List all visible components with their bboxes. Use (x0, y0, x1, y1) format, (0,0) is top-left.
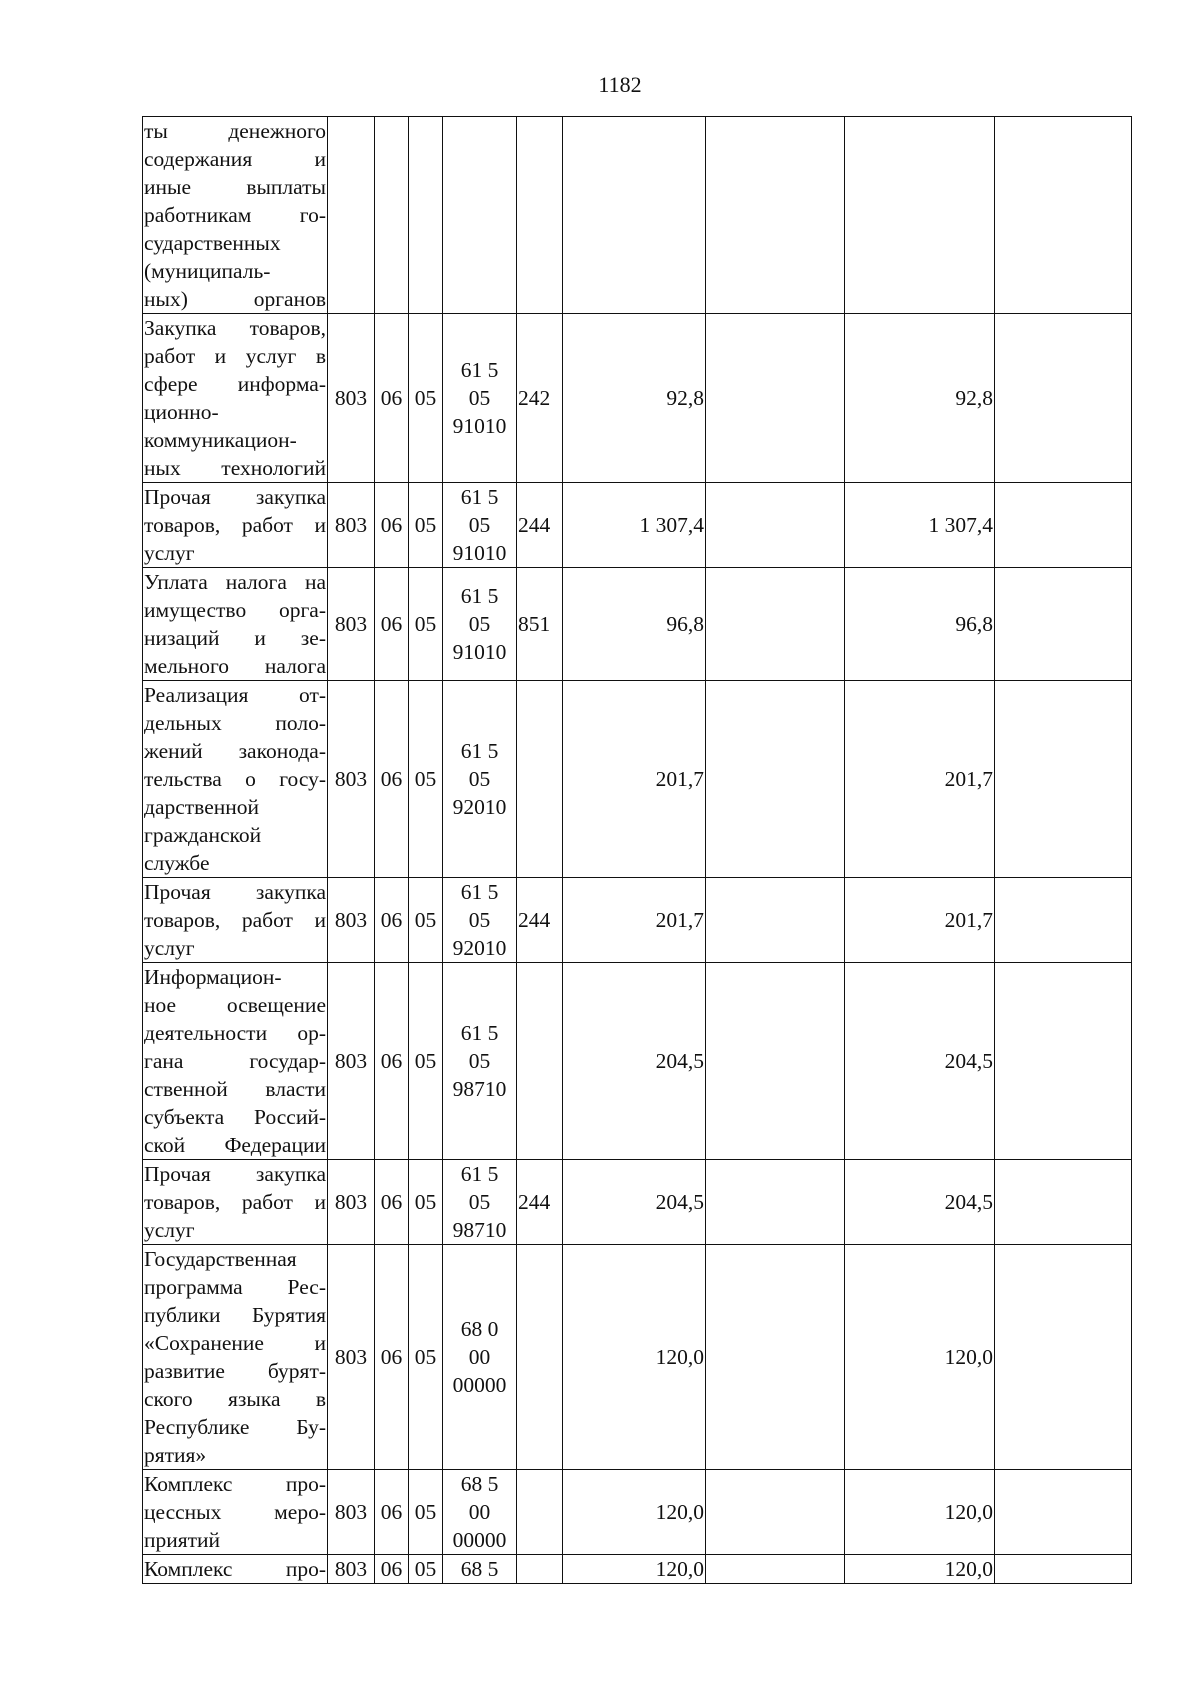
empty-cell (995, 878, 1132, 963)
name-cell (143, 1245, 328, 1470)
name-line: Прочая закупка (144, 1162, 326, 1186)
expense-type-cell (517, 1245, 563, 1470)
empty-cell (995, 1160, 1132, 1245)
name-line: работникам го- (144, 203, 326, 227)
ministry-code-cell (328, 117, 375, 314)
target-line: 61 5 (460, 584, 499, 608)
section-code-cell: 06 (375, 681, 409, 878)
name-line: жений законода- (144, 739, 326, 763)
section-code-cell: 06 (375, 483, 409, 568)
amount-cell: 120,0 (563, 1245, 706, 1470)
name-line: «Сохранение и (144, 1331, 326, 1355)
empty-cell (706, 117, 845, 314)
amount-cell (563, 117, 706, 314)
amount-total-cell: 120,0 (845, 1555, 995, 1584)
target-line: 05 (468, 513, 491, 537)
target-line: 05 (468, 908, 491, 932)
amount-cell: 120,0 (563, 1470, 706, 1555)
name-line: Реализация от- (144, 683, 326, 707)
name-cell (143, 878, 328, 963)
empty-cell (706, 1245, 845, 1470)
target-line: 61 5 (460, 1021, 499, 1045)
section-code-cell: 06 (375, 314, 409, 483)
expense-type-cell: 242 (517, 314, 563, 483)
name-cell (143, 483, 328, 568)
target-line: 91010 (452, 541, 507, 565)
subsection-code-cell: 05 (409, 314, 443, 483)
amount-cell: 1 307,4 (563, 483, 706, 568)
name-line: ты денежного (144, 119, 326, 143)
target-line: 00 (468, 1500, 491, 1524)
subsection-code-cell: 05 (409, 681, 443, 878)
subsection-code-cell: 05 (409, 483, 443, 568)
ministry-code-cell: 803 (328, 568, 375, 681)
target-article-cell (443, 1245, 517, 1470)
expense-type-cell (517, 681, 563, 878)
expense-type-cell: 851 (517, 568, 563, 681)
target-article-cell (443, 314, 517, 483)
table-body (143, 117, 1132, 1584)
ministry-code-cell: 803 (328, 314, 375, 483)
expense-type-cell: 244 (517, 483, 563, 568)
name-line: коммуникацион- (144, 428, 297, 452)
name-line: товаров, работ и (144, 908, 326, 932)
amount-total-cell: 204,5 (845, 963, 995, 1160)
name-cell (143, 1555, 328, 1584)
name-line: ных технологий (144, 456, 326, 480)
name-line: Комплекс про- (144, 1472, 326, 1496)
target-line: 91010 (452, 414, 507, 438)
name-line: работ и услуг в (144, 344, 326, 368)
name-line: низаций и зе- (144, 626, 326, 650)
name-line: Прочая закупка (144, 485, 326, 509)
budget-table (142, 116, 1132, 1584)
ministry-code-cell: 803 (328, 483, 375, 568)
name-line: рятия» (144, 1443, 207, 1467)
name-cell (143, 681, 328, 878)
target-line: 92010 (452, 936, 507, 960)
name-line: ского языка в (144, 1387, 326, 1411)
name-line: Уплата налога на (144, 570, 326, 594)
ministry-code-cell: 803 (328, 1470, 375, 1555)
section-code-cell: 06 (375, 1160, 409, 1245)
name-line: услуг (144, 936, 195, 960)
table-row (143, 1555, 1132, 1584)
table-row (143, 117, 1132, 314)
name-line: Закупка товаров, (144, 316, 326, 340)
name-cell (143, 568, 328, 681)
target-line: 68 5 (460, 1557, 499, 1581)
empty-cell (706, 1160, 845, 1245)
expense-type-cell: 244 (517, 878, 563, 963)
amount-total-cell: 96,8 (845, 568, 995, 681)
section-code-cell: 06 (375, 568, 409, 681)
target-line: 00000 (452, 1373, 507, 1397)
table-row (143, 878, 1132, 963)
amount-total-cell: 1 307,4 (845, 483, 995, 568)
name-line: субъекта Россий- (144, 1105, 326, 1129)
ministry-code-cell: 803 (328, 878, 375, 963)
name-line: публики Бурятия (144, 1303, 326, 1327)
name-line: иные выплаты (144, 175, 326, 199)
empty-cell (995, 117, 1132, 314)
target-line: 92010 (452, 795, 507, 819)
ministry-code-cell: 803 (328, 1555, 375, 1584)
target-line: 61 5 (460, 739, 499, 763)
name-line: программа Рес- (144, 1275, 326, 1299)
name-cell (143, 963, 328, 1160)
empty-cell (706, 1470, 845, 1555)
table-row (143, 483, 1132, 568)
ministry-code-cell: 803 (328, 681, 375, 878)
name-line: мельного налога (144, 654, 326, 678)
target-line: 61 5 (460, 1162, 499, 1186)
empty-cell (706, 878, 845, 963)
amount-total-cell (845, 117, 995, 314)
amount-cell: 120,0 (563, 1555, 706, 1584)
target-line: 00 (468, 1345, 491, 1369)
amount-cell: 201,7 (563, 681, 706, 878)
target-line: 68 5 (460, 1472, 499, 1496)
empty-cell (706, 314, 845, 483)
expense-type-cell (517, 1555, 563, 1584)
target-line: 61 5 (460, 880, 499, 904)
name-line: услуг (144, 1218, 195, 1242)
target-line: 91010 (452, 640, 507, 664)
name-line: сфере информа- (144, 372, 326, 396)
name-line: Комплекс про- (144, 1557, 326, 1581)
name-line: тельства о госу- (144, 767, 326, 791)
empty-cell (706, 483, 845, 568)
target-article-cell (443, 483, 517, 568)
name-line: товаров, работ и (144, 513, 326, 537)
empty-cell (706, 681, 845, 878)
name-line: деятельности ор- (144, 1021, 326, 1045)
name-line: Государственная (144, 1247, 297, 1271)
expense-type-cell (517, 117, 563, 314)
name-line: (муниципаль- (144, 259, 271, 283)
target-line: 61 5 (460, 485, 499, 509)
subsection-code-cell: 05 (409, 1245, 443, 1470)
amount-total-cell: 201,7 (845, 681, 995, 878)
expense-type-cell (517, 1470, 563, 1555)
empty-cell (995, 314, 1132, 483)
empty-cell (995, 568, 1132, 681)
empty-cell (706, 568, 845, 681)
amount-cell: 204,5 (563, 963, 706, 1160)
table-row (143, 1470, 1132, 1555)
name-line: дельных поло- (144, 711, 326, 735)
name-line: Прочая закупка (144, 880, 326, 904)
amount-total-cell: 120,0 (845, 1245, 995, 1470)
ministry-code-cell: 803 (328, 963, 375, 1160)
amount-total-cell: 201,7 (845, 878, 995, 963)
table-row (143, 963, 1132, 1160)
section-code-cell: 06 (375, 1470, 409, 1555)
target-article-cell (443, 1555, 517, 1584)
target-line: 05 (468, 1190, 491, 1214)
amount-total-cell: 120,0 (845, 1470, 995, 1555)
name-line: товаров, работ и (144, 1190, 326, 1214)
empty-cell (706, 1555, 845, 1584)
name-line: Информацион- (144, 965, 282, 989)
amount-total-cell: 92,8 (845, 314, 995, 483)
subsection-code-cell: 05 (409, 568, 443, 681)
empty-cell (995, 1555, 1132, 1584)
section-code-cell: 06 (375, 963, 409, 1160)
target-line: 05 (468, 1049, 491, 1073)
name-cell (143, 1160, 328, 1245)
target-line: 05 (468, 767, 491, 791)
subsection-code-cell: 05 (409, 1555, 443, 1584)
target-line: 05 (468, 612, 491, 636)
section-code-cell: 06 (375, 878, 409, 963)
name-line: ное освещение (144, 993, 326, 1017)
name-line: службе (144, 851, 210, 875)
section-code-cell: 06 (375, 1245, 409, 1470)
subsection-code-cell: 05 (409, 1160, 443, 1245)
name-line: ных) органов (144, 287, 326, 311)
name-line: дарственной (144, 795, 260, 819)
target-article-cell (443, 117, 517, 314)
subsection-code-cell: 05 (409, 1470, 443, 1555)
expense-type-cell: 244 (517, 1160, 563, 1245)
target-line: 61 5 (460, 358, 499, 382)
expense-type-cell (517, 963, 563, 1160)
name-line: имущество орга- (144, 598, 326, 622)
target-article-cell (443, 963, 517, 1160)
target-article-cell (443, 1470, 517, 1555)
table-row (143, 1245, 1132, 1470)
page-number: 1182 (598, 72, 642, 97)
amount-total-cell: 204,5 (845, 1160, 995, 1245)
target-line: 68 0 (460, 1317, 499, 1341)
empty-cell (995, 963, 1132, 1160)
table-row (143, 314, 1132, 483)
name-cell (143, 117, 328, 314)
table-row (143, 1160, 1132, 1245)
name-line: приятий (144, 1528, 221, 1552)
empty-cell (995, 1470, 1132, 1555)
target-article-cell (443, 878, 517, 963)
subsection-code-cell (409, 117, 443, 314)
ministry-code-cell: 803 (328, 1160, 375, 1245)
amount-cell: 96,8 (563, 568, 706, 681)
subsection-code-cell: 05 (409, 963, 443, 1160)
name-line: услуг (144, 541, 195, 565)
name-cell (143, 1470, 328, 1555)
name-line: ской Федерации (144, 1133, 326, 1157)
name-line: содержания и (144, 147, 326, 171)
target-article-cell (443, 568, 517, 681)
target-article-cell (443, 681, 517, 878)
name-line: ционно- (144, 400, 219, 424)
target-article-cell (443, 1160, 517, 1245)
name-line: гражданской (144, 823, 262, 847)
target-line: 98710 (452, 1218, 507, 1242)
table-row (143, 681, 1132, 878)
ministry-code-cell: 803 (328, 1245, 375, 1470)
empty-cell (995, 483, 1132, 568)
name-line: гана государ- (144, 1049, 326, 1073)
section-code-cell: 06 (375, 1555, 409, 1584)
empty-cell (706, 963, 845, 1160)
name-line: ственной власти (144, 1077, 326, 1101)
target-line: 00000 (452, 1528, 507, 1552)
subsection-code-cell: 05 (409, 878, 443, 963)
name-line: цессных меро- (144, 1500, 326, 1524)
amount-cell: 204,5 (563, 1160, 706, 1245)
name-line: сударственных (144, 231, 281, 255)
section-code-cell (375, 117, 409, 314)
empty-cell (995, 681, 1132, 878)
amount-cell: 92,8 (563, 314, 706, 483)
amount-cell: 201,7 (563, 878, 706, 963)
table-row (143, 568, 1132, 681)
name-line: развитие бурят- (144, 1359, 326, 1383)
name-line: Республике Бу- (144, 1415, 326, 1439)
target-line: 98710 (452, 1077, 507, 1101)
target-line: 05 (468, 386, 491, 410)
name-cell (143, 314, 328, 483)
empty-cell (995, 1245, 1132, 1470)
